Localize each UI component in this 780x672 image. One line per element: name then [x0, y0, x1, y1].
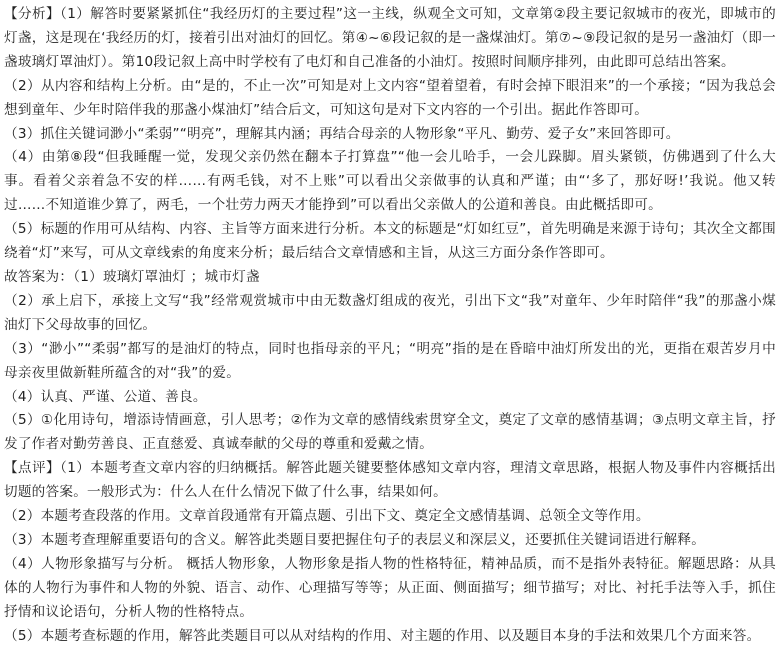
answer-paragraph-4: （4）认真、严谨、公道、善良。	[4, 388, 207, 405]
answer-paragraph-5: （5）①化用诗句，增添诗情画意，引人思考；②作为文章的感情线索贯穿全文，奠定了文章的感情基调；③点明文章主旨，抒发了作者对勤劳善良、正直慈爱、真诚奉献的父母的尊重和爱戴之情。	[4, 412, 776, 453]
comment-paragraph-2: （2）本题考查段落的作用。文章首段通常有开篇点题、引出下文、奠定全文感情基调、总领全文等作用。	[4, 508, 650, 525]
analysis-paragraph-2: （2）从内容和结构上分析。由“是的，不止一次”可知是对上文内容“望着望着，有时会掉下眼泪来”的一个承接；“因为我总会想到童年、少年时陪伴我的那盏小煤油灯”结合后文，可知这句是对下文内容的一个引出。据此作答即可。	[4, 77, 776, 118]
analysis-paragraph-1: 【分析】（1）解答时要紧紧抓住“我经历灯的主要过程”这一主线，纵观全文可知，文章第②段主要记叙城市的夜光，即城市的灯盏，这是现在‘我经历的灯，接着引出对油灯的回忆。第④~⑥段记叙的是一盏煤油灯。第⑦~⑨段记叙的是另一盏油灯（即一盏玻璃灯罩油灯）。第10段记叙上高中时学校有了电灯和自己准备的小油灯。按照时间顺序排列，由此即可总结出答案。	[4, 6, 776, 70]
analysis-paragraph-3: （3）抓住关键词渺小“柔弱”“明亮”，理解其内涵；再结合母亲的人物形象“平凡、勤劳、爱子女”来回答即可。	[4, 125, 680, 142]
analysis-paragraph-5: （5）标题的作用可从结构、内容、主旨等方面来进行分析。本文的标题是“灯如红豆”，首先明确是来源于诗句；其次全文都围绕着“灯”来写，可从文章线索的角度来分析；最后结合文章情感和主旨，从这三方面分条作答即可。	[4, 221, 776, 262]
answer-paragraph-2: （2）承上启下，承接上文写“我”经常观赏城市中由无数盏灯组成的夜光，引出下文“我”对童年、少年时陪伴“我”的那盏小煤油灯下父母故事的回忆。	[4, 292, 776, 333]
comment-paragraph-3: （3）本题考查理解重要语句的含义。解答此类题目要把握住句子的表层义和深层义，还要抓住关键词语进行解释。	[4, 531, 706, 548]
answer-paragraph-1: 故答案为：（1）玻璃灯罩油灯 ；城市灯盏	[4, 268, 260, 285]
answer-paragraph-3: （3）“渺小”“柔弱”都写的是油灯的特点，同时也指母亲的平凡；“明亮”指的是在昏暗中油灯所发出的光，更指在艰苦岁月中母亲夜里做新鞋所蕴含的对“我”的爱。	[4, 340, 776, 381]
comment-paragraph-5: （5）本题考查标题的作用，解答此类题目可以从对结构的作用、对主题的作用、以及题目本身的手法和效果几个方面来答。	[4, 627, 761, 644]
analysis-paragraph-4: （4）由第⑧段“但我睡醒一觉，发现父亲仍然在翻本子打算盘”“他一会儿哈手，一会儿跺脚。眉头紧锁，仿佛遇到了什么大事。看着父亲着急不安的样……有两毛钱，对不上账”可以看出父亲做事的认真和严谨；由“‘多了，那好呀!’我说。他又转过……不知道谁少算了，两毛，一个壮劳力两天才能挣到”可以看出父亲做人的公道和善良。由此概括即可。	[4, 149, 776, 214]
comment-paragraph-1: 【点评】（1）本题考查文章内容的归纳概括。解答此题关键要整体感知文章内容，理清文章思路，根据人物及事件内容概括出切题的答案。一般形式为：什么人在什么情况下做了什么事，结果如何。	[4, 460, 776, 501]
comment-paragraph-4: （4）人物形象描写与分析。 概括人物形象，人物形象是指人物的性格特征，精神品质，而不是指外表特征。解题思路：从具体的人物行为事件和人物的外貌、语言、动作、心理描写等等；从正面、侧面描写；细节描写；对比、衬托手法等入手，抓住抒情和议论语句，分析人物的性格特点。	[4, 555, 776, 620]
